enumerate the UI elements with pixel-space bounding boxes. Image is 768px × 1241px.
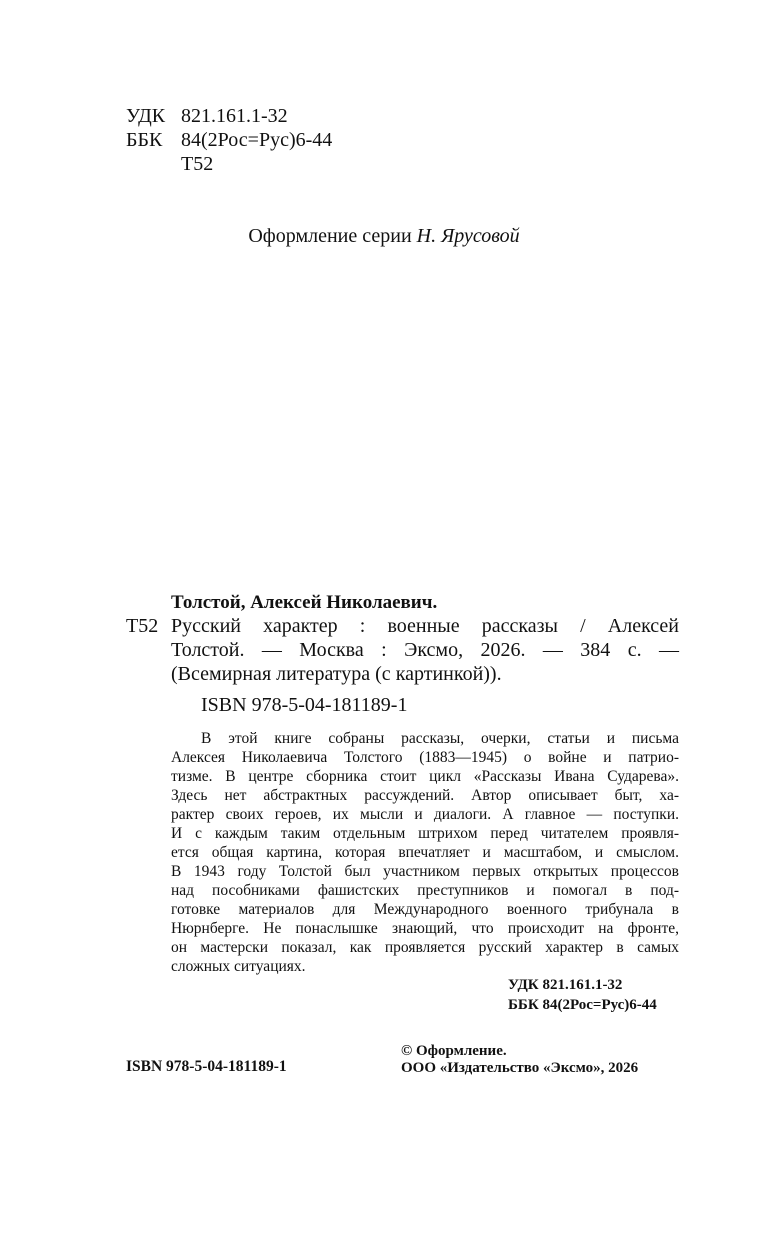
udk-bottom: УДК 821.161.1-32 <box>508 977 623 993</box>
bbk-label: ББК <box>126 129 163 151</box>
copyright-line: © Оформление. <box>401 1043 507 1059</box>
bib-isbn: ISBN 978-5-04-181189-1 <box>201 694 408 716</box>
annotation-line: И с каждым таким отдельным штрихом перед читателем проявля- <box>171 825 679 842</box>
annotation-line: В 1943 году Толстой был участником первых открытых процессов <box>171 863 679 880</box>
isbn-bottom: ISBN 978-5-04-181189-1 <box>126 1058 287 1075</box>
bbk-bottom: ББК 84(2Рос=Рус)6-44 <box>508 997 657 1013</box>
annotation-line: тизме. В центре сборника стоит цикл «Рассказы Ивана Сударева». <box>171 768 679 785</box>
bib-author: Толстой, Алексей Николаевич. <box>171 592 438 613</box>
annotation-line: Нюрнберге. Не понаслышке знающий, что происходит на фронте, <box>171 920 679 937</box>
bbk-row <box>126 128 332 152</box>
bib-title-line: (Всемирная литература (с картинкой)). <box>171 663 502 685</box>
bib-title-line: Русский характер : военные рассказы / Алексей <box>171 615 679 637</box>
udk-row <box>126 104 288 128</box>
udk-value: 821.161.1-32 <box>181 105 288 127</box>
annotation-line: он мастерски показал, как проявляется русский характер в самых <box>171 939 679 956</box>
annotation-line: В этой книге собраны рассказы, очерки, статьи и письма <box>201 730 679 747</box>
annotation-line: рактер своих героев, их мысли и диалоги. А главное — поступки. <box>171 806 679 823</box>
annotation-line: сложных ситуациях. <box>171 958 306 975</box>
bib-author-mark: Т52 <box>126 615 159 637</box>
bib-title-line: Толстой. — Москва : Эксмо, 2026. — 384 с. — <box>171 639 679 661</box>
udk-label: УДК <box>126 105 166 127</box>
series-designer-name: Н. Ярусовой <box>416 225 520 247</box>
author-mark: Т52 <box>181 153 214 175</box>
annotation-line: готовке материалов для Международного военного трибунала в <box>171 901 679 918</box>
bbk-value: 84(2Рос=Рус)6-44 <box>181 129 333 151</box>
series-design-credit <box>0 224 768 248</box>
annotation-line: ется общая картина, которая впечатляет и масштабом, и смыслом. <box>171 844 679 861</box>
annotation-line: Алексея Николаевича Толстого (1883—1945) о войне и патрио- <box>171 749 679 766</box>
annotation-line: Здесь нет абстрактных рассуждений. Автор описывает быт, ха- <box>171 787 679 804</box>
annotation-line: над пособниками фашистских преступников и помогал в под- <box>171 882 679 899</box>
copyright-publisher: ООО «Издательство «Эксмо», 2026 <box>401 1060 639 1076</box>
series-design-label: Оформление серии <box>248 225 412 247</box>
